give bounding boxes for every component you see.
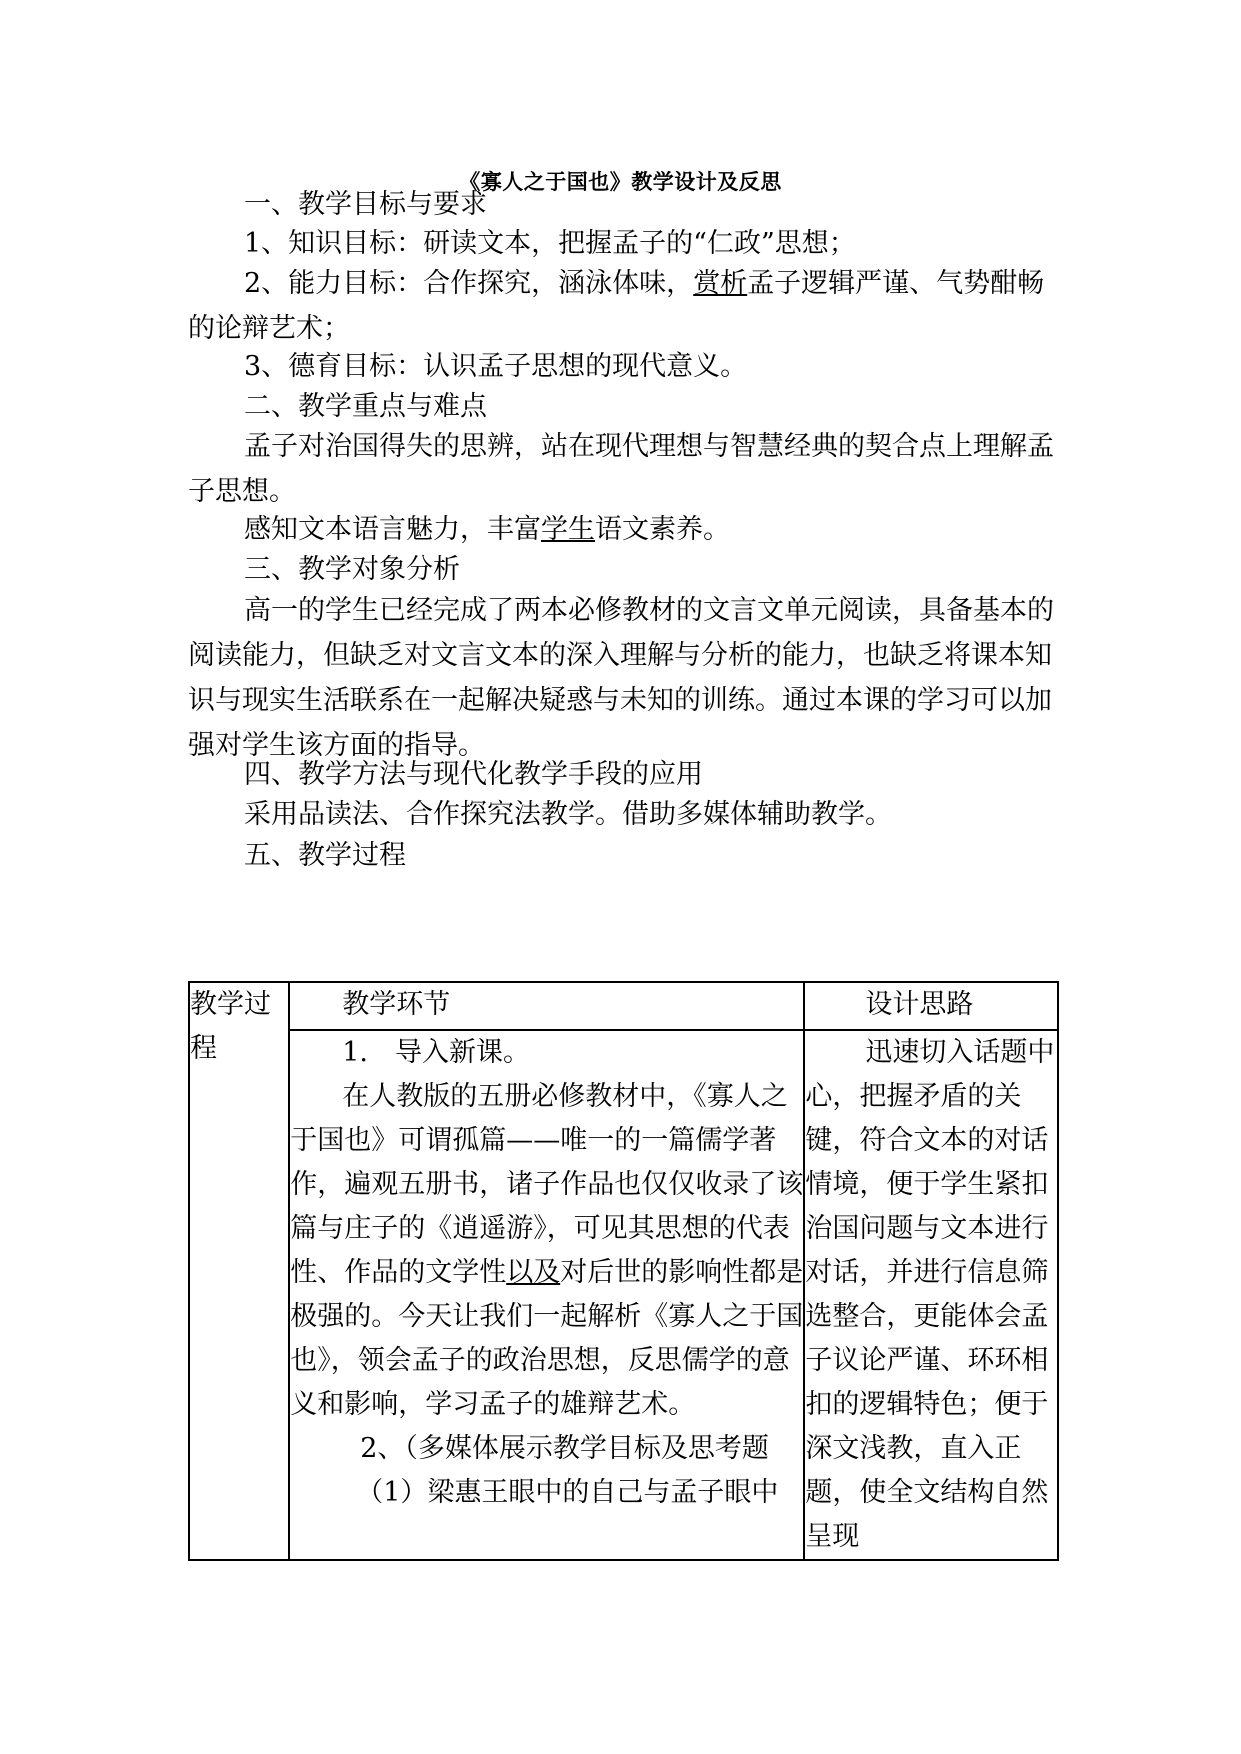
teaching-process-table xyxy=(188,981,1059,1561)
keypoints-paragraph-1: 孟子对治国得失的思辨，站在现代理想与智慧经典的契合点上理解孟子思想。 xyxy=(188,431,1054,507)
underlined-word-and: 以及 xyxy=(506,1257,561,1288)
table-header-row xyxy=(189,982,1058,1030)
step-multimedia-heading: 2、（多媒体展示教学目标及思考题 xyxy=(360,1433,769,1464)
keypoints-paragraph-2 xyxy=(188,507,1058,552)
question-1: （1）梁惠王眼中的自己与孟子眼中 xyxy=(356,1477,779,1508)
underlined-word-students: 学生 xyxy=(541,514,595,545)
intro-passage xyxy=(290,1075,803,1427)
header-cell-design xyxy=(804,982,1058,1030)
header-cell-steps xyxy=(289,982,804,1030)
section-heading-keypoints: 二、教学重点与难点 xyxy=(244,391,487,422)
section-heading-audience: 三、教学对象分析 xyxy=(244,554,460,585)
objective-ability-text-a: 2、能力目标：合作探究，涵泳体味， xyxy=(244,268,694,299)
cell-steps-content xyxy=(289,1030,804,1560)
design-rationale-text: 迅速切入话题中心，把握矛盾的关键，符合文本的对话情境，便于学生紧扣治国问题与文本进行对话，并进行信息筛选整合，更能体会孟子议论严谨、环环相扣的逻辑特色；便于深文浅教，直入正题，使全文结构自然呈现 xyxy=(805,1037,1055,1552)
underlined-word-appreciate: 赏析 xyxy=(693,268,748,299)
objective-moral: 3、德育目标：认识孟子思想的现代意义。 xyxy=(244,351,748,382)
objective-ability-text-b: 孟子逻辑严谨、气势酣畅的论辩艺术； xyxy=(188,268,1045,344)
header-design-text: 设计思路 xyxy=(865,989,974,1020)
step-intro-heading: 1. 导入新课。 xyxy=(342,1037,530,1068)
section-heading-process: 五、教学过程 xyxy=(244,840,406,871)
cell-process-label xyxy=(189,982,289,1560)
process-label-text: 教学过程 xyxy=(190,989,271,1064)
intro-passage-text-a: 在人教版的五册必修教材中，《寡人之于国也》可谓孤篇——唯一的一篇儒学著作，遍观五册书，诸子作品也仅仅收录了该篇与庄子的《逍遥游》，可见其思想的代表性、作品的文学性 xyxy=(290,1081,804,1288)
section-heading-objectives: 一、教学目标与要求 xyxy=(244,189,487,220)
objective-ability xyxy=(188,261,1058,351)
keypoints-p2-text-b: 语文素养。 xyxy=(595,514,730,545)
document-title: 《寡人之于国也》教学设计及反思 xyxy=(459,169,782,194)
section-heading-methods: 四、教学方法与现代化教学手段的应用 xyxy=(244,759,703,790)
header-steps-text: 教学环节 xyxy=(342,989,451,1020)
table-body-row xyxy=(189,1030,1058,1560)
intro-passage-text-b: 对后世的影响性都是极强的。今天让我们一起解析《寡人之于国也》，领会孟子的政治思想，反思儒学的意义和影响，学习孟子的雄辩艺术。 xyxy=(290,1257,804,1420)
keypoints-p2-text-a: 感知文本语言魅力，丰富 xyxy=(244,514,541,545)
methods-paragraph: 采用品读法、合作探究法教学。借助多媒体辅助教学。 xyxy=(244,799,892,830)
audience-paragraph: 高一的学生已经完成了两本必修教材的文言文单元阅读，具备基本的阅读能力，但缺乏对文言文本的深入理解与分析的能力，也缺乏将课本知识与现实生活联系在一起解决疑惑与未知的训练。通过本课的学习可以加强对学生该方面的指导。 xyxy=(188,595,1054,761)
cell-design-content xyxy=(804,1030,1058,1560)
objective-knowledge: 1、知识目标：研读文本，把握孟子的“仁政”思想； xyxy=(244,228,856,259)
